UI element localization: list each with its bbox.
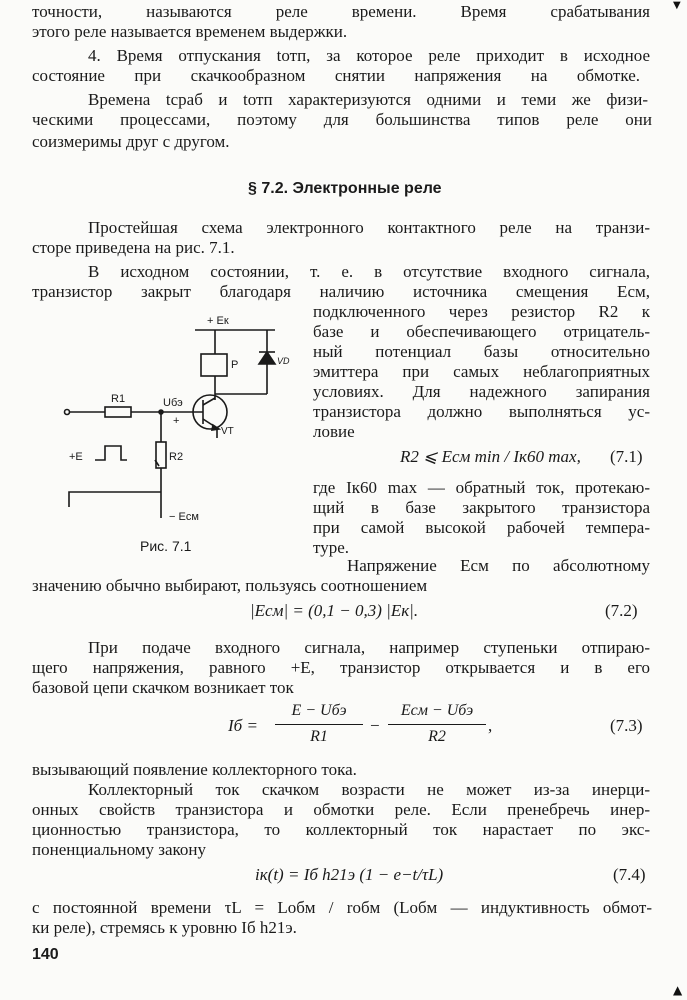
equation-7-2: |Eсм| = (0,1 − 0,3) |Eк|.	[250, 601, 419, 620]
text-line: В исходном состоянии, т. е. в отсутствие входного сигнала,	[88, 262, 650, 281]
text-line: состояние при скачкообразном снятии напряжения на обмотке.	[32, 66, 640, 85]
text-line: базе и обеспечивающего отрицатель-	[313, 322, 650, 341]
equation-7-1: R2 ⩽ Eсм min / Iк60 max,	[400, 447, 581, 466]
text-line: онных свойств транзистора и обмотки реле. Если пренебречь инер-	[32, 800, 650, 819]
equation-7-3-lhs: Iб =	[228, 716, 258, 735]
text-line: где Iк60 max — обратный ток, протекаю-	[313, 478, 650, 497]
text-line: ки реле), стремясь к уровню Iб h21э.	[32, 918, 297, 937]
text-line: базовой цепи скачком возникает ток	[32, 678, 294, 697]
text-line: при самой высокой рабочей темпера-	[313, 518, 650, 537]
corner-mark-top: ▼	[673, 0, 681, 11]
text-line: условиях. Для надежного запирания	[313, 382, 650, 401]
resistor-r1	[105, 407, 131, 417]
text-line: ческими процессами, поэтому для большинства типов реле они	[32, 110, 652, 129]
equation-7-3-num1: E − Uбэ	[291, 702, 347, 719]
text-line: транзистор закрыт благодаря наличию источника смещения Eсм,	[32, 282, 650, 301]
equation-7-3-tail: ,	[488, 716, 493, 735]
label-plus: +	[173, 415, 180, 427]
text-line: соизмеримы друг с другом.	[32, 132, 230, 151]
text-line: вызывающий появление коллекторного тока.	[32, 760, 357, 779]
fraction-bar	[388, 724, 486, 725]
equation-number: (7.2)	[605, 601, 638, 620]
text-line: ловие	[313, 422, 355, 441]
text-line: При подаче входного сигнала, например ступеньки отпираю-	[88, 638, 650, 657]
equation-number: (7.4)	[613, 865, 646, 884]
equation-7-4: iк(t) = Iб h21э (1 − e−t/τL)	[255, 865, 444, 884]
equation-number: (7.1)	[610, 447, 643, 466]
label-ek: + Eк	[207, 315, 229, 327]
text-line: значению обычно выбирают, пользуясь соотношением	[32, 576, 428, 595]
text-line: Времена tсраб и tотп характеризуются одними и теми же физи-	[88, 90, 648, 109]
equation-number: (7.3)	[610, 716, 643, 735]
text-line: ный потенциал базы относительно	[313, 342, 650, 361]
text-line: 4. Время отпускания tотп, за которое реле приходит в исходное	[88, 46, 650, 65]
corner-mark-bottom: ▲	[673, 983, 683, 997]
label-vt: VT	[221, 426, 234, 437]
text-line: с постоянной времени τL = Lобм / rобм (Lобм — индуктивность обмот-	[32, 898, 652, 917]
text-line: Простейшая схема электронного контактного реле на транзи-	[88, 218, 650, 237]
section-heading: § 7.2. Электронные реле	[248, 180, 442, 197]
text-line: Напряжение Eсм по абсолютному	[347, 556, 650, 575]
page-number: 140	[32, 946, 59, 963]
label-r1: R1	[111, 393, 126, 405]
diode-symbol	[259, 352, 275, 364]
equation-7-3-num2: Eсм − Uбэ	[400, 702, 474, 719]
text-line: щий в базе закрытого транзистора	[313, 498, 650, 517]
label-ube: Uбэ	[163, 397, 183, 409]
label-ecm: − Eсм	[169, 511, 199, 523]
equation-7-3-den1: R1	[310, 728, 328, 745]
equation-7-3-minus: −	[370, 716, 380, 735]
label-input: +E	[69, 451, 83, 463]
figure-caption: Рис. 7.1	[140, 538, 192, 554]
text-line: Коллекторный ток скачком возрасти не может из-за инерци-	[88, 780, 650, 799]
text-line: подключенного через резистор R2 к	[313, 302, 650, 321]
text-line: точности, называются реле времени. Время срабатывания	[32, 2, 650, 21]
equation-7-3-den2: R2	[428, 728, 446, 745]
label-relay-p: P	[231, 359, 239, 371]
text-line: ционностью транзистора, то коллекторный ток нарастает по экс-	[32, 820, 650, 839]
label-r2: R2	[169, 451, 184, 463]
relay-coil	[201, 354, 227, 376]
label-diode-vd: VD	[277, 356, 290, 366]
circuit-diagram	[55, 312, 305, 527]
text-line: поненциальному закону	[32, 840, 207, 859]
text-line: щего напряжения, равного +E, транзистор открывается и в его	[32, 658, 650, 677]
text-line: сторе приведена на рис. 7.1.	[32, 238, 235, 257]
text-line: эмиттера при самых неблагоприятных	[313, 362, 650, 381]
fraction-bar	[275, 724, 363, 725]
text-line: туре.	[313, 538, 350, 557]
text-line: этого реле называется временем выдержки.	[32, 22, 348, 41]
text-line: транзистора должно выполняться ус-	[313, 402, 650, 421]
